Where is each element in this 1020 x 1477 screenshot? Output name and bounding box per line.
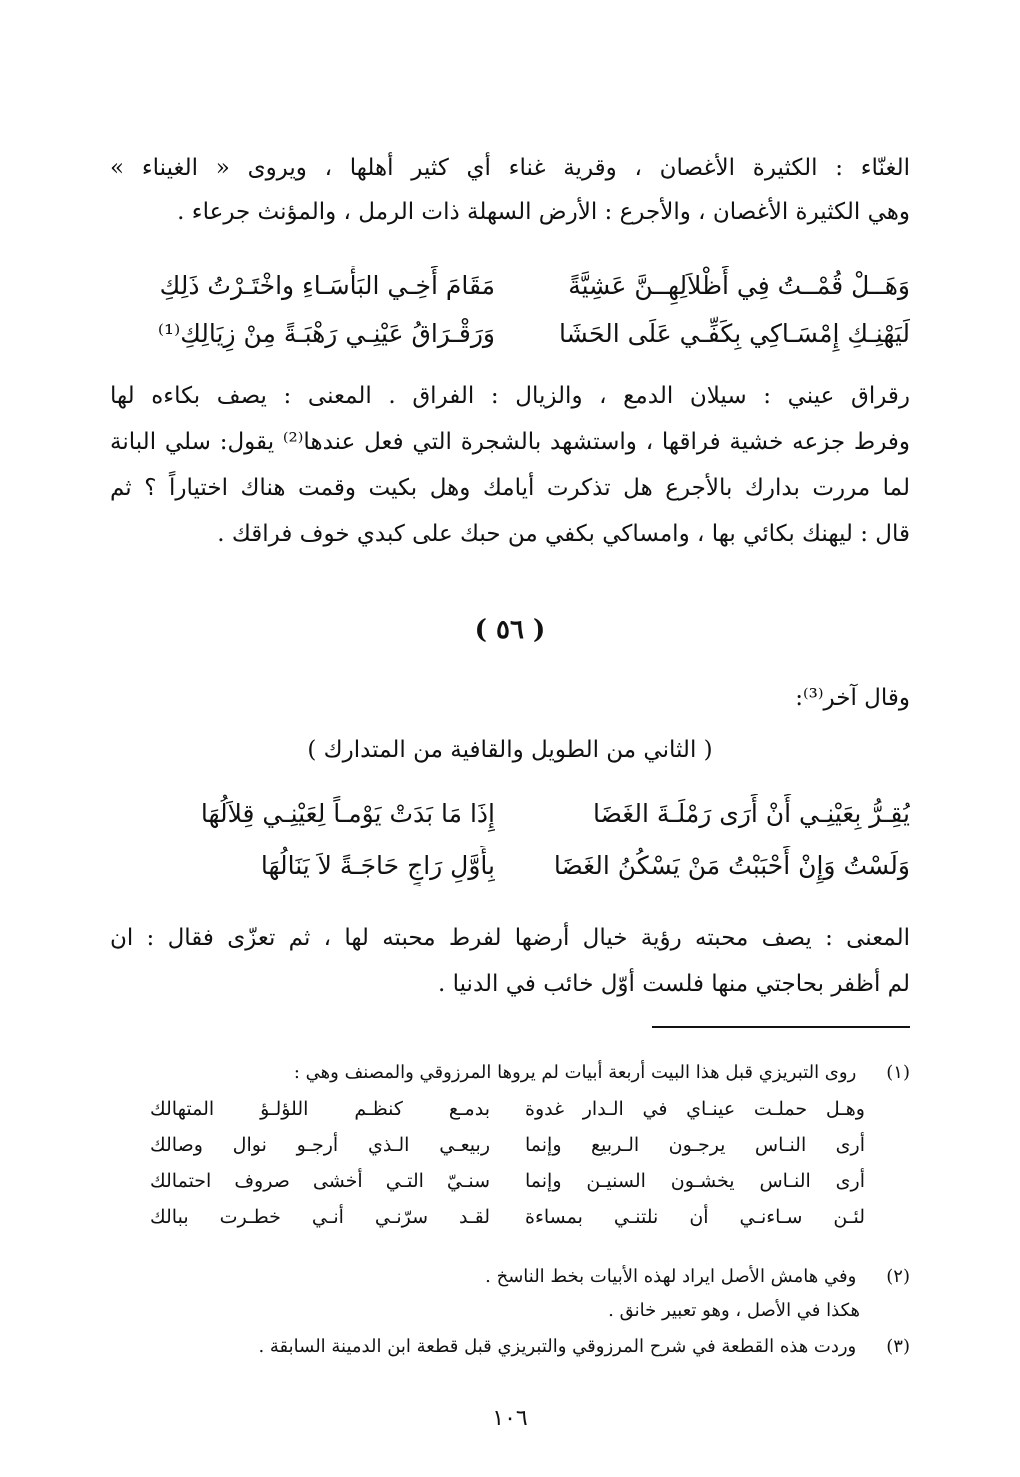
prose-line: الغنّاء : الكثيرة الأغصان ، وقرية غناء أي كثير أهلها ، ويروى « الغيناء »	[110, 155, 910, 181]
verse-first-hemistich: لَيَهْنِـكِ إِمْسَـاكِي بِكَفِّـي عَلَى الحَشَا	[559, 319, 910, 348]
footnote-verse-first: أرى النـاس يرجـون الـربيع وإنما	[525, 1134, 865, 1156]
footnote-3	[110, 1332, 910, 1362]
commentary-line: المعنى : يصف محبته رؤية خيال أرضها لفرط محبته لها ، ثم تعزّى فقال : ان	[110, 925, 910, 951]
footnote-text: وفي هامش الأصل ايراد لهذه الأبيات بخط الناسخ .	[485, 1266, 857, 1287]
footnote-number: (٣)	[886, 1336, 910, 1357]
footnote-verse-second: سنـيّ التـي أخشى صروف احتمالك	[150, 1170, 490, 1192]
footnote-2-sub: هكذا في الأصل ، وهو تعبير خانق .	[608, 1300, 860, 1321]
footnote-verse	[150, 1094, 865, 1124]
poem-intro: وقال آخر⁽³⁾:	[795, 685, 910, 711]
page-number: ١٠٦	[492, 1406, 528, 1431]
commentary-line: رقراق عيني : سيلان الدمع ، والزيال : الفراق . المعنى : يصف بكاءه لها	[110, 383, 910, 409]
commentary-line: وفرط جزعه خشية فراقها ، واستشهد بالشجرة التي فعل عندها⁽²⁾ يقول: سلي البانة	[110, 429, 910, 455]
footnote-number: (٢)	[886, 1266, 910, 1287]
footnote-verse-first: أرى النـاس يخشـون السنيـن وإنما	[525, 1170, 865, 1192]
verse-second-hemistich: إِذَا مَا بَدَتْ يَوْمـاً لِعَيْنِـي قِلاَلُهَا	[200, 799, 495, 828]
footnote-text: وردت هذه القطعة في شرح المرزوقي والتبريزي قبل قطعة ابن الدمينة السابقة .	[258, 1336, 857, 1357]
footnote-verse	[150, 1130, 865, 1160]
footnote-verse-second: ربيعـي الـذي أرجـو نوال وصالك	[150, 1134, 490, 1156]
verse-line	[110, 266, 910, 306]
verse-first-hemistich: وَلَسْتُ وَإِنْ أَحْبَبْتُ مَنْ يَسْكُنُ الغَضَا	[553, 851, 910, 880]
prose-line: وهي الكثيرة الأغصان ، والأجرع : الأرض السهلة ذات الرمل ، والمؤنث جرعاء .	[177, 199, 910, 225]
footnote-verse	[150, 1166, 865, 1196]
footnote-1	[110, 1058, 910, 1088]
meter-heading: ( الثاني من الطويل والقافية من المتدارك )	[307, 737, 713, 763]
verse-first-hemistich: يُقِـرُّ بِعَيْنِـي أَنْ أَرَى رَمْلَـةَ الغَضَا	[592, 799, 910, 828]
verse-second-hemistich: وَرَقْـرَاقُ عَيْنِـي رَهْبَـةً مِنْ زِيَالِكِ⁽¹⁾	[157, 319, 495, 348]
footnote-verse-second: بدمـع كنظـم اللؤلـؤ المتهالك	[150, 1098, 490, 1120]
footnote-verse	[150, 1202, 865, 1232]
commentary-line: قال : ليهنك بكائي بها ، وامساكي بكفي من حبك على كبدي خوف فراقك .	[217, 521, 910, 547]
commentary-line: لم أظفر بحاجتي منها فلست أوّل خائب في الدنيا .	[437, 971, 910, 997]
verse-line	[110, 794, 910, 834]
footnote-text: روى التبريزي قبل هذا البيت أربعة أبيات لم يروها المرزوقي والمصنف وهي :	[293, 1062, 857, 1083]
commentary-line: لما مررت بدارك بالأجرع هل تذكرت أيامك وهل بكيت وقمت هناك اختياراً ؟ ثم	[110, 475, 910, 501]
verse-second-hemistich: مَقَامَ أَخِـي البَأْسَـاءِ واخْتَـرْتُ ذَلِكِ	[159, 271, 495, 300]
footnote-verse-second: لقـد سرّنـي أنـي خطـرت ببالك	[150, 1206, 490, 1228]
footnote-verse-first: لئـن سـاءنـي أن نلتنـي بمساءة	[525, 1206, 865, 1228]
footnote-2	[110, 1262, 910, 1292]
footnote-separator	[652, 1026, 910, 1028]
poem-number: ( ٥٦ )	[474, 615, 546, 645]
verse-first-hemistich: وَهَــلْ قُمْــتُ فِي أَظْلاَلِهِــنَّ عَشِيَّةً	[568, 271, 910, 300]
verse-second-hemistich: بِأَوَّلِ رَاجٍ حَاجَـةً لاَ يَنَالُهَا	[260, 851, 495, 880]
footnote-number: (١)	[886, 1062, 910, 1083]
footnote-verse-first: وهـل حملـت عينـاي في الـدار غدوة	[525, 1098, 865, 1120]
verse-line	[110, 846, 910, 886]
verse-line	[110, 314, 910, 354]
